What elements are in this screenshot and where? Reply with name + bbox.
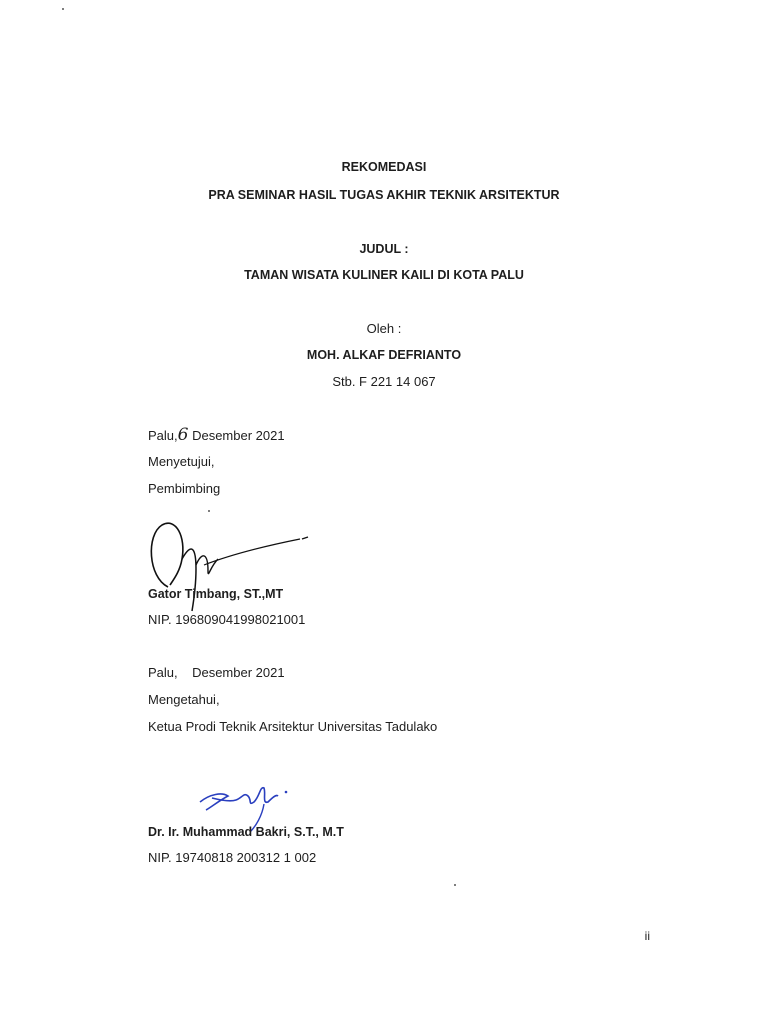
page-number: ii <box>644 929 650 943</box>
scan-speck <box>454 884 456 886</box>
approval-role: Pembimbing <box>148 481 221 496</box>
approval-place-date <box>148 427 285 444</box>
supervisor-nip: NIP. 196809041998021001 <box>148 612 306 627</box>
head-of-program-name: Dr. Ir. Muhammad Bakri, S.T., M.T <box>148 825 344 839</box>
ack-role: Ketua Prodi Teknik Arsitektur Universitas Tadulako <box>148 719 438 734</box>
author-name: MOH. ALKAF DEFRIANTO <box>306 348 462 362</box>
scan-speck <box>62 8 64 10</box>
scan-speck <box>208 510 210 512</box>
ack-place-date: Palu, Desember 2021 <box>148 665 285 680</box>
approval-date-rest: Desember 2021 <box>188 428 285 443</box>
document-title: REKOMEDASI <box>341 160 427 174</box>
document-subtitle: PRA SEMINAR HASIL TUGAS AKHIR TEKNIK ARSITEKTUR <box>208 188 560 202</box>
head-of-program-nip: NIP. 19740818 200312 1 002 <box>148 850 317 865</box>
judul-value: TAMAN WISATA KULINER KAILI DI KOTA PALU <box>244 268 524 282</box>
supervisor-name: Gator Timbang, ST.,MT <box>148 587 284 601</box>
judul-label: JUDUL : <box>359 242 409 256</box>
approval-date-day: 6 <box>177 425 189 445</box>
approval-place-prefix: Palu, <box>148 428 178 443</box>
author-stb: Stb. F 221 14 067 <box>332 374 436 389</box>
ack-action: Mengetahui, <box>148 692 220 707</box>
approval-action: Menyetujui, <box>148 454 215 469</box>
oleh-label: Oleh : <box>366 321 402 336</box>
